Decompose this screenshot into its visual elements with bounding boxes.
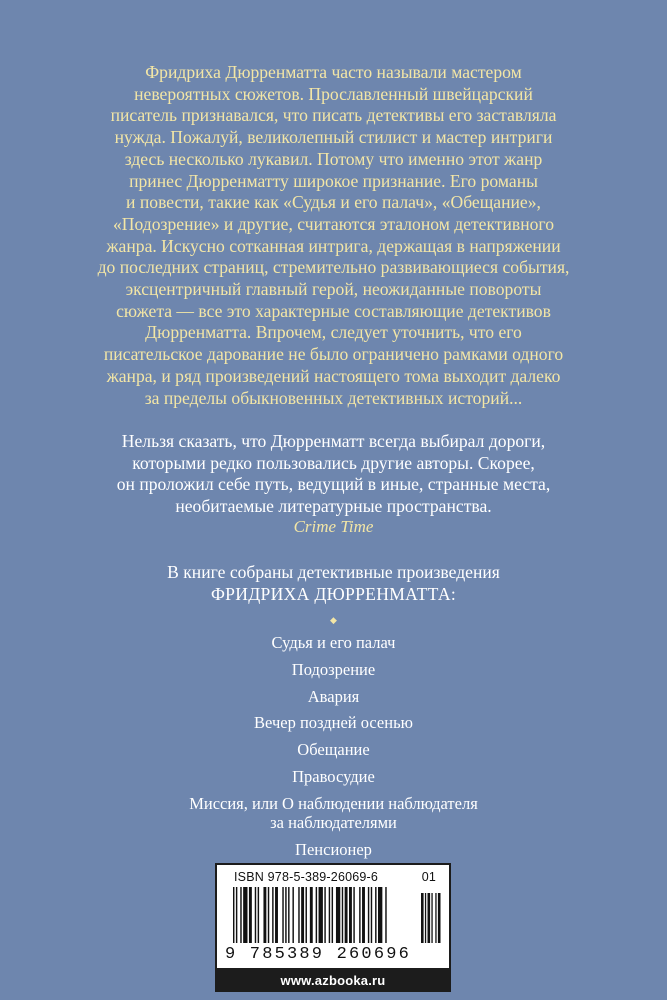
annotation-line: писатель признавался, что писать детективы его заставляла — [110, 105, 557, 126]
work-title: Правосудие — [292, 766, 375, 786]
barcode-bar — [243, 887, 247, 943]
barcode-bar — [292, 887, 293, 943]
contents-section — [70, 562, 597, 867]
barcode-addon-bar — [425, 893, 426, 943]
annotation-line: Дюрренматта. Впрочем, следует уточнить, что его — [145, 322, 522, 343]
barcode-panel — [215, 863, 451, 970]
barcode-bar — [258, 887, 259, 943]
annotation-line: принес Дюрренматту широкое признание. Его романы — [129, 170, 538, 191]
barcode-bar — [263, 887, 266, 943]
barcode-bar — [342, 887, 343, 943]
barcode-bar — [316, 887, 317, 943]
annotation-line: за пределы обыкновенных детективных историй... — [144, 387, 523, 408]
work-title: Вечер поздней осенью — [254, 713, 413, 733]
annotation-line: Фридриха Дюрренматта часто называли мастером — [145, 62, 522, 82]
quote-line: которыми редко пользовались другие авторы. Скорее, — [132, 452, 535, 473]
barcode-bar — [310, 887, 313, 943]
barcode-digits: 9 785389 260696 — [225, 945, 412, 964]
work-title: Обещание — [297, 740, 370, 760]
barcode-bar — [272, 887, 273, 943]
publisher-website: www.azbooka.ru — [215, 970, 451, 992]
barcode-bar — [336, 887, 340, 943]
works-list — [70, 633, 597, 860]
annotation-text — [70, 62, 597, 409]
annotation-line: невероятных сюжетов. Прославленный швейцарский — [134, 83, 533, 104]
quote-line: Нельзя сказать, что Дюрренматт всегда выбирал дороги, — [121, 431, 546, 451]
barcode-bar — [375, 887, 376, 943]
barcode-addon-bar — [435, 893, 436, 943]
barcode-addon-bar — [431, 893, 432, 943]
barcode-bar — [385, 887, 386, 943]
barcode-bar — [319, 887, 323, 943]
barcode-bar — [236, 887, 237, 943]
barcode-bar — [332, 887, 333, 943]
quote-line: необитаемые литературные пространства. — [175, 496, 492, 517]
barcode-bar — [288, 887, 289, 943]
work-title: Авария — [307, 686, 360, 706]
barcode-bar — [240, 887, 241, 943]
barcode-bar — [362, 887, 365, 943]
barcode-bar — [371, 887, 372, 943]
barcode-bar — [268, 887, 269, 943]
isbn-addon: 01 — [421, 870, 436, 884]
barcode-bar — [378, 887, 382, 943]
barcode-bar — [275, 887, 278, 943]
annotation-line: здесь несколько лукавил. Потому что именно этот жанр — [124, 148, 543, 169]
barcode-addon-bar — [428, 893, 431, 943]
work-title — [70, 794, 597, 833]
barcode-bar — [298, 887, 299, 943]
annotation-line: «Подозрение» и другие, считаются эталоном детективного — [112, 213, 555, 234]
author-name: ФРИДРИХА ДЮРРЕНМАТТА: — [210, 584, 457, 604]
barcode-bar — [349, 887, 352, 943]
annotation-line: писательское дарование не было ограничено рамками одного — [103, 344, 564, 365]
work-title: Пенсионер — [295, 840, 372, 860]
work-title-line: Миссия, или О наблюдении наблюдателя — [189, 793, 478, 813]
barcode-bar — [249, 887, 252, 943]
barcode-bar — [285, 887, 286, 943]
barcode-icon — [217, 887, 449, 947]
work-title: Подозрение — [291, 659, 376, 679]
work-title-line: за наблюдателями — [270, 813, 397, 833]
barcode-bar — [368, 887, 369, 943]
annotation-line: жанра. Искусно сотканная интрига, держащая в напряжении — [106, 235, 561, 256]
contents-intro: В книге собраны детективные произведения — [167, 562, 500, 582]
barcode-bar — [301, 887, 304, 943]
barcode-bar — [324, 887, 325, 943]
annotation-line: эксцентричный главный герой, неожиданные повороты — [125, 279, 542, 300]
barcode-addon-bar — [421, 893, 424, 943]
barcode-bar — [345, 887, 348, 943]
annotation-line: до последних страниц, стремительно развивающиеся события, — [97, 257, 570, 278]
quote-source: Crime Time — [293, 517, 374, 536]
barcode-bar — [306, 887, 307, 943]
barcode-bar — [233, 887, 234, 943]
review-quote — [70, 431, 597, 518]
isbn-number: ISBN 978-5-389-26069-6 — [234, 870, 379, 884]
barcode-bar — [255, 887, 256, 943]
barcode-bar — [329, 887, 330, 943]
barcode-addon-bar — [438, 893, 441, 943]
barcode-bar — [353, 887, 354, 943]
work-title: Судья и его палач — [271, 633, 396, 652]
annotation-line: нужда. Пожалуй, великолепный стилист и мастер интриги — [114, 127, 553, 148]
barcode-bar — [282, 887, 283, 943]
isbn-line — [234, 870, 436, 884]
quote-line: он проложил себе путь, ведущий в иные, странные места, — [116, 474, 551, 495]
annotation-line: сюжета — все это характерные составляющие детективов — [116, 300, 551, 321]
diamond-separator-icon: ◆ — [330, 615, 337, 625]
annotation-line: жанра, и ряд произведений настоящего тома выходит далеко — [106, 365, 561, 386]
annotation-line: и повести, такие как «Судья и его палач», «Обещание», — [126, 192, 541, 213]
barcode-bar — [359, 887, 360, 943]
